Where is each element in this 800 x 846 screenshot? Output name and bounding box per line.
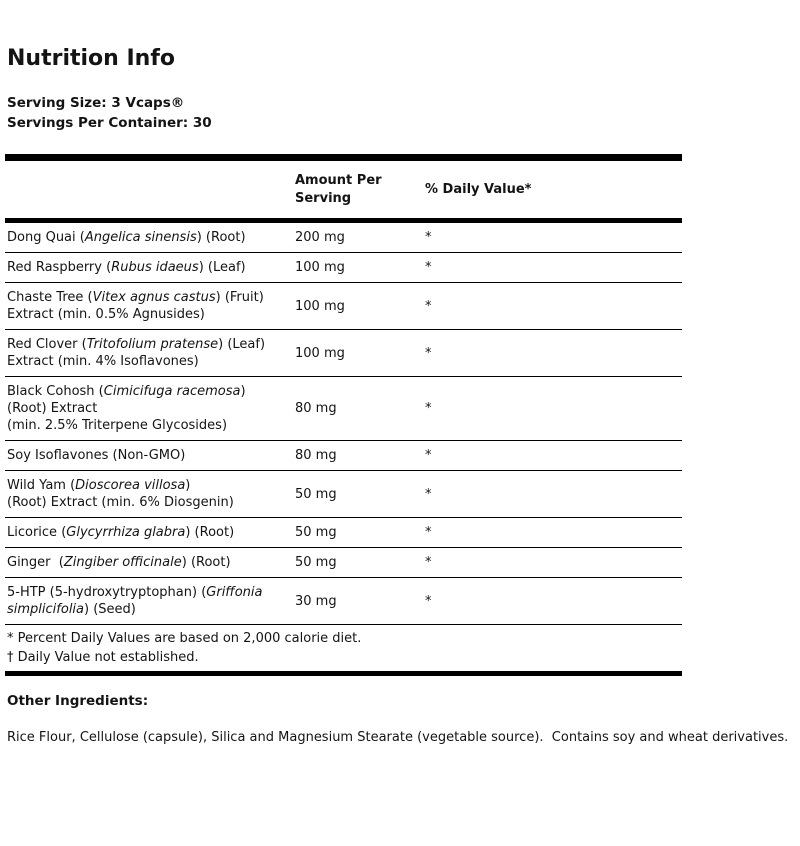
ingredient-amount: 30 mg bbox=[295, 593, 337, 609]
ingredient-row bbox=[5, 518, 682, 548]
column-header-daily-value: % Daily Value* bbox=[425, 181, 532, 197]
ingredient-name: Black Cohosh (Cimicifuga racemosa) (Root) Extract (min. 2.5% Triterpene Glycosides) bbox=[7, 384, 246, 433]
ingredient-amount: 50 mg bbox=[295, 486, 337, 502]
ingredient-name: Licorice (Glycyrrhiza glabra) (Root) bbox=[7, 525, 235, 540]
ingredient-name: Soy Isoflavones (Non-GMO) bbox=[7, 448, 186, 463]
ingredient-daily-value: * bbox=[425, 486, 432, 502]
ingredient-daily-value: * bbox=[425, 230, 432, 245]
ingredient-row bbox=[5, 578, 682, 625]
ingredient-daily-value: * bbox=[425, 260, 432, 275]
footnotes bbox=[5, 625, 682, 676]
ingredient-row bbox=[5, 283, 682, 330]
ingredient-amount: 80 mg bbox=[295, 401, 337, 416]
ingredient-name: Red Raspberry (Rubus idaeus) (Leaf) bbox=[7, 260, 246, 275]
ingredient-row bbox=[5, 253, 682, 283]
nutrition-table bbox=[5, 154, 682, 676]
ingredient-amount: 200 mg bbox=[295, 230, 345, 245]
footnote-daily-values: * Percent Daily Values are based on 2,000 calorie diet. bbox=[7, 631, 362, 646]
servings-per-container: Servings Per Container: 30 bbox=[7, 115, 212, 131]
ingredient-daily-value: * bbox=[425, 401, 432, 416]
page-title: Nutrition Info bbox=[7, 46, 176, 71]
ingredient-name: Dong Quai (Angelica sinensis) (Root) bbox=[7, 230, 246, 245]
ingredient-amount: 50 mg bbox=[295, 555, 337, 570]
ingredient-row bbox=[5, 377, 682, 441]
ingredient-rows bbox=[5, 223, 682, 625]
ingredient-row bbox=[5, 223, 682, 253]
other-ingredients-heading: Other Ingredients: bbox=[7, 693, 149, 709]
other-ingredients-text: Rice Flour, Cellulose (capsule), Silica and Magnesium Stearate (vegetable source). Contains soy and wheat derivatives. bbox=[7, 730, 789, 745]
ingredient-name: Ginger (Zingiber officinale) (Root) bbox=[7, 555, 231, 570]
ingredient-daily-value: * bbox=[425, 525, 432, 540]
ingredient-amount: 50 mg bbox=[295, 525, 337, 540]
ingredient-row bbox=[5, 471, 682, 518]
ingredient-name: 5-HTP (5-hydroxytryptophan) (Griffonia simplicifolia) (Seed) bbox=[7, 585, 263, 617]
ingredient-amount: 100 mg bbox=[295, 345, 345, 361]
ingredient-row bbox=[5, 548, 682, 578]
serving-size: Serving Size: 3 Vcaps® bbox=[7, 95, 185, 111]
ingredient-daily-value: * bbox=[425, 345, 432, 361]
serving-info bbox=[7, 93, 800, 133]
ingredient-name: Red Clover (Tritofolium pratense) (Leaf) Extract (min. 4% Isoflavones) bbox=[7, 337, 266, 369]
table-header-row bbox=[5, 161, 682, 223]
ingredient-name: Wild Yam (Dioscorea villosa) (Root) Extract (min. 6% Diosgenin) bbox=[7, 478, 234, 510]
footnote-not-established: † Daily Value not established. bbox=[7, 650, 199, 665]
ingredient-daily-value: * bbox=[425, 448, 432, 463]
nutrition-panel bbox=[7, 46, 800, 745]
ingredient-amount: 100 mg bbox=[295, 298, 345, 314]
ingredient-daily-value: * bbox=[425, 593, 432, 609]
ingredient-row bbox=[5, 330, 682, 377]
ingredient-name: Chaste Tree (Vitex agnus castus) (Fruit) Extract (min. 0.5% Agnusides) bbox=[7, 290, 264, 322]
column-header-amount: Amount Per Serving bbox=[295, 172, 382, 206]
ingredient-amount: 100 mg bbox=[295, 260, 345, 275]
ingredient-daily-value: * bbox=[425, 555, 432, 570]
ingredient-amount: 80 mg bbox=[295, 448, 337, 463]
ingredient-daily-value: * bbox=[425, 298, 432, 314]
ingredient-row bbox=[5, 441, 682, 471]
